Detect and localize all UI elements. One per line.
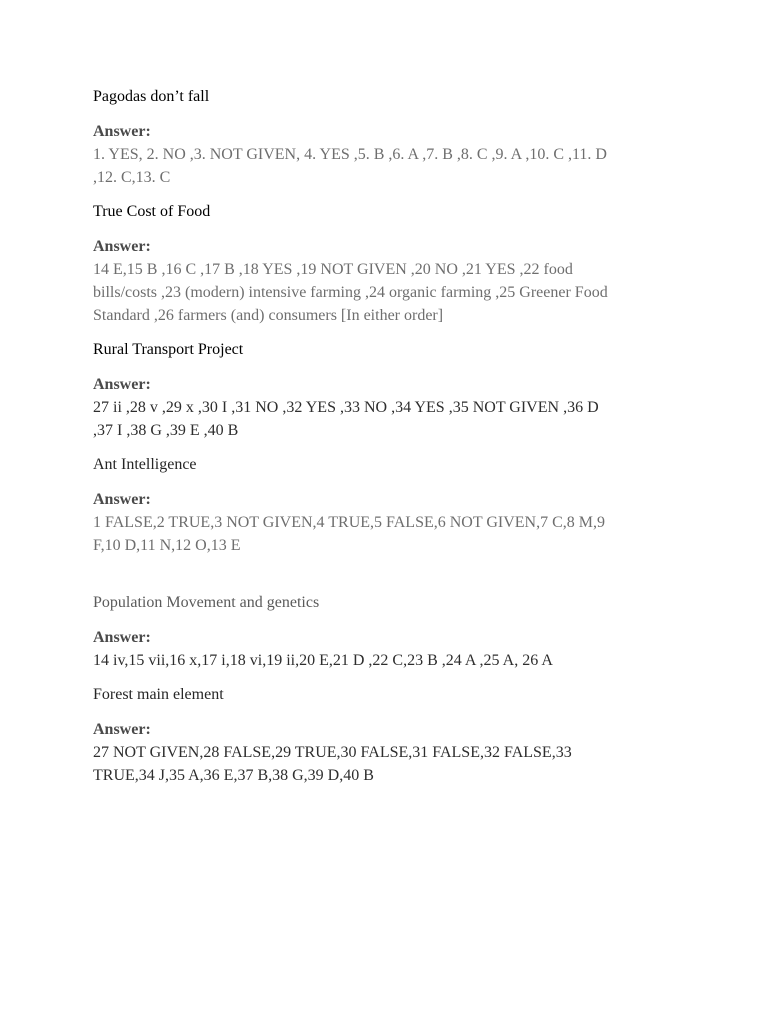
answer-line: 1. YES, 2. NO ,3. NOT GIVEN, 4. YES ,5. B ,6. A ,7. B ,8. C ,9. A ,10. C ,11. D	[93, 146, 607, 163]
answer-text	[93, 396, 693, 442]
answer-label: Answer:	[93, 629, 151, 646]
section-title: Rural Transport Project	[93, 341, 244, 358]
answer-text	[93, 741, 693, 787]
answer-line: 14 iv,15 vii,16 x,17 i,18 vi,19 ii,20 E,21 D ,22 C,23 B ,24 A ,25 A, 26 A	[93, 652, 553, 669]
section-pagodas	[93, 85, 693, 189]
answer-line: bills/costs ,23 (modern) intensive farming ,24 organic farming ,25 Greener Food	[93, 284, 608, 301]
answer-label: Answer:	[93, 491, 151, 508]
answer-label: Answer:	[93, 376, 151, 393]
answer-label: Answer:	[93, 721, 151, 738]
section-title: Population Movement and genetics	[93, 594, 320, 611]
answer-line: Standard ,26 farmers (and) consumers [In either order]	[93, 307, 444, 324]
answer-line: ,37 I ,38 G ,39 E ,40 B	[93, 422, 239, 439]
section-population-movement	[93, 591, 693, 672]
section-title: True Cost of Food	[93, 203, 211, 220]
answer-text	[93, 511, 693, 557]
document-page	[93, 85, 693, 787]
answer-line: F,10 D,11 N,12 O,13 E	[93, 537, 241, 554]
answer-text	[93, 258, 693, 327]
section-title: Pagodas don’t fall	[93, 88, 210, 105]
answer-line: 14 E,15 B ,16 C ,17 B ,18 YES ,19 NOT GIVEN ,20 NO ,21 YES ,22 food	[93, 261, 573, 278]
answer-line: 27 ii ,28 v ,29 x ,30 I ,31 NO ,32 YES ,33 NO ,34 YES ,35 NOT GIVEN ,36 D	[93, 399, 599, 416]
section-title: Ant Intelligence	[93, 456, 197, 473]
answer-text	[93, 143, 693, 189]
answer-label: Answer:	[93, 238, 151, 255]
answer-line: 27 NOT GIVEN,28 FALSE,29 TRUE,30 FALSE,31 FALSE,32 FALSE,33	[93, 744, 572, 761]
answer-line: ,12. C,13. C	[93, 169, 171, 186]
section-title: Forest main element	[93, 686, 224, 703]
section-ant-intelligence	[93, 453, 693, 557]
answer-line: 1 FALSE,2 TRUE,3 NOT GIVEN,4 TRUE,5 FALSE,6 NOT GIVEN,7 C,8 M,9	[93, 514, 606, 531]
answer-text	[93, 649, 693, 672]
section-true-cost-of-food	[93, 200, 693, 327]
answer-label: Answer:	[93, 123, 151, 140]
section-forest-main-element	[93, 683, 693, 787]
section-rural-transport-project	[93, 338, 693, 442]
answer-line: TRUE,34 J,35 A,36 E,37 B,38 G,39 D,40 B	[93, 767, 374, 784]
